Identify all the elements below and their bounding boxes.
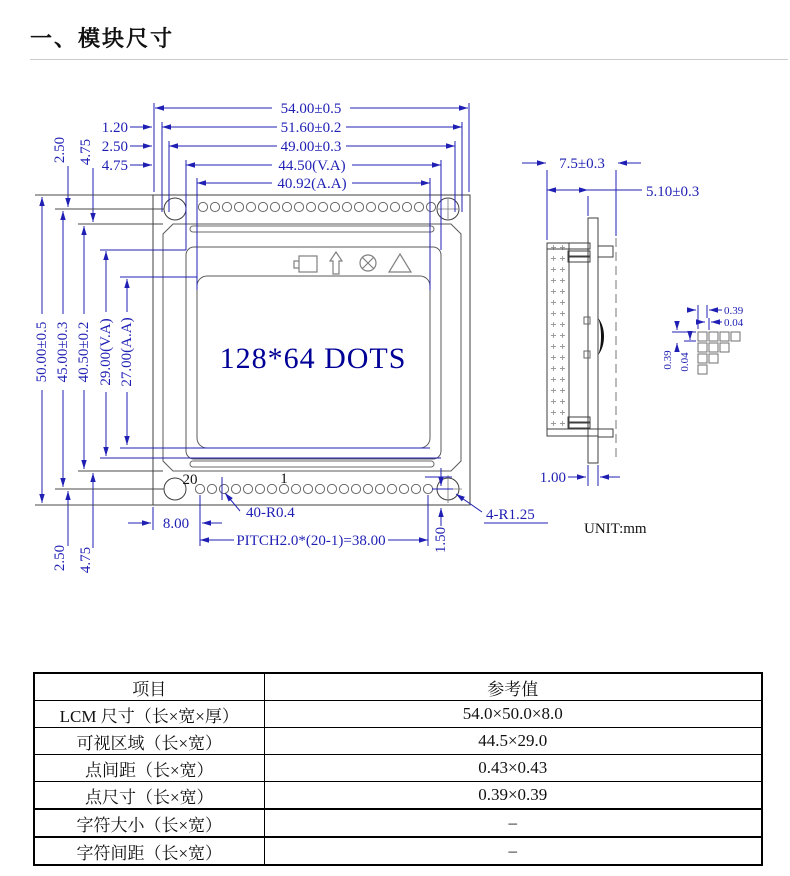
pin-hole	[366, 202, 375, 211]
bending-element	[598, 318, 604, 355]
row-label: 可视区域（长×宽）	[34, 728, 264, 755]
pin-hole	[402, 202, 411, 211]
bottom-ledge	[547, 429, 598, 436]
dim-width-inner: 49.00±0.3	[280, 139, 342, 155]
top-slot	[190, 226, 434, 232]
dim-height-total: 50.00±0.5	[34, 321, 50, 383]
display-dots-text: 128*64 DOTS	[219, 342, 407, 375]
dim-height-hole: 45.00±0.3	[55, 321, 71, 383]
mounting-hole-top-left	[164, 198, 186, 220]
dim-offset-4-75: 4.75	[101, 158, 128, 174]
pin-row-bottom	[195, 484, 432, 493]
dim-top-4-75: 4.75	[78, 138, 94, 166]
dim-side-thickness: 7.5±0.3	[559, 156, 605, 172]
dot-dim-v-size: 0.39	[662, 350, 674, 370]
pin-hole	[423, 484, 432, 493]
pin-hole	[207, 484, 216, 493]
table-row	[34, 837, 762, 865]
dot-dim-v-gap: 0.04	[679, 352, 691, 372]
pin-hole	[210, 202, 219, 211]
dim-top-2-50: 2.50	[52, 136, 68, 164]
pin-hole	[363, 484, 372, 493]
pin-hole	[351, 484, 360, 493]
top-tab	[598, 246, 613, 257]
lcd-glass-section	[547, 243, 569, 429]
header-reference-value: 参考值	[264, 673, 762, 701]
dim-width-hole: 51.60±0.2	[280, 120, 342, 136]
row-label: 点尺寸（长×宽）	[34, 782, 264, 810]
dimension-lines	[42, 103, 722, 548]
side-view	[547, 218, 616, 463]
box-notch-icon	[294, 261, 299, 268]
dim-height-va: 29.00(V.A)	[98, 318, 114, 386]
dim-height-aa: 27.00(A.A)	[119, 317, 135, 387]
dot-dim-h-gap: 0.04	[724, 317, 744, 329]
row-label: LCM 尺寸（长×宽×厚）	[34, 701, 264, 728]
table-row	[34, 701, 762, 728]
pin-hole	[219, 484, 228, 493]
unit-label: UNIT:mm	[584, 521, 647, 537]
dim-side-front-depth: 5.10±0.3	[646, 184, 700, 200]
row-label: 点间距（长×宽）	[34, 755, 264, 782]
pin-hole	[291, 484, 300, 493]
pin-hole	[267, 484, 276, 493]
pin-hole	[378, 202, 387, 211]
pin-row-top	[198, 202, 435, 211]
dim-width-va: 44.50(V.A)	[278, 158, 346, 174]
pin-hole	[315, 484, 324, 493]
box-icon	[299, 256, 317, 272]
row-value: –	[264, 837, 762, 865]
bottom-slot	[190, 461, 434, 467]
pin-hole	[426, 202, 435, 211]
table-row	[34, 728, 762, 755]
pin-hole	[246, 202, 255, 211]
row-label: 字符大小（长×宽）	[34, 809, 264, 837]
polarity-icons	[294, 252, 411, 274]
pin-label-20: 20	[182, 472, 198, 488]
bottom-tab	[598, 429, 613, 437]
dim-offset-2-50: 2.50	[101, 139, 128, 155]
pin-hole	[306, 202, 315, 211]
pin-hole	[243, 484, 252, 493]
row-value: 0.39×0.39	[264, 782, 762, 810]
table-row	[34, 809, 762, 837]
pin-label-1: 1	[280, 471, 288, 487]
dim-margin-8: 8.00	[162, 516, 190, 532]
pin-hole	[303, 484, 312, 493]
dim-bottom-4-75: 4.75	[78, 546, 94, 574]
row-value: 54.0×50.0×8.0	[264, 701, 762, 728]
dim-pcb-thickness: 1.00	[539, 470, 566, 486]
triangle-icon	[389, 254, 411, 272]
pin-hole	[390, 202, 399, 211]
pin-hole	[399, 484, 408, 493]
pin-hole	[330, 202, 339, 211]
pin-hole	[222, 202, 231, 211]
pin-hole	[354, 202, 363, 211]
pin-hole	[294, 202, 303, 211]
label-pin-radius: 40-R0.4	[246, 505, 295, 521]
dim-pitch: PITCH2.0*(20-1)=38.00	[236, 533, 386, 549]
pin-hole	[231, 484, 240, 493]
dimension-labels	[34, 101, 744, 573]
dim-height-inner: 40.50±0.2	[76, 321, 92, 383]
pin-hole	[342, 202, 351, 211]
up-arrow-icon	[330, 252, 342, 274]
pin-hole	[234, 202, 243, 211]
spec-table	[33, 672, 763, 866]
pin-hole	[375, 484, 384, 493]
pin-hole	[387, 484, 396, 493]
pin-hole	[327, 484, 336, 493]
pin-hole	[255, 484, 264, 493]
pin-hole	[339, 484, 348, 493]
page-title: 一、模块尺寸	[30, 26, 175, 51]
row-value: 0.43×0.43	[264, 755, 762, 782]
dim-1-50: 1.50	[433, 526, 449, 554]
dim-offset-1-20: 1.20	[101, 120, 128, 136]
table-row	[34, 755, 762, 782]
dim-width-aa: 40.92(A.A)	[277, 176, 347, 192]
pin-hole	[282, 202, 291, 211]
row-value: 44.5×29.0	[264, 728, 762, 755]
pin-hole	[318, 202, 327, 211]
row-value: –	[264, 809, 762, 837]
header-item: 项目	[34, 673, 264, 701]
dim-width-total: 54.00±0.5	[280, 101, 342, 117]
table-row	[34, 782, 762, 810]
pin-hole	[258, 202, 267, 211]
dot-dim-h-size: 0.39	[724, 305, 744, 317]
row-label: 字符间距（长×宽）	[34, 837, 264, 865]
label-hole-radius: 4-R1.25	[486, 507, 535, 523]
pin-hole	[414, 202, 423, 211]
pin-hole	[411, 484, 420, 493]
table-header-row	[34, 673, 762, 701]
dot-detail	[698, 332, 740, 374]
pin-hole	[270, 202, 279, 211]
pin-hole	[198, 202, 207, 211]
dim-bottom-2-50: 2.50	[52, 544, 68, 572]
